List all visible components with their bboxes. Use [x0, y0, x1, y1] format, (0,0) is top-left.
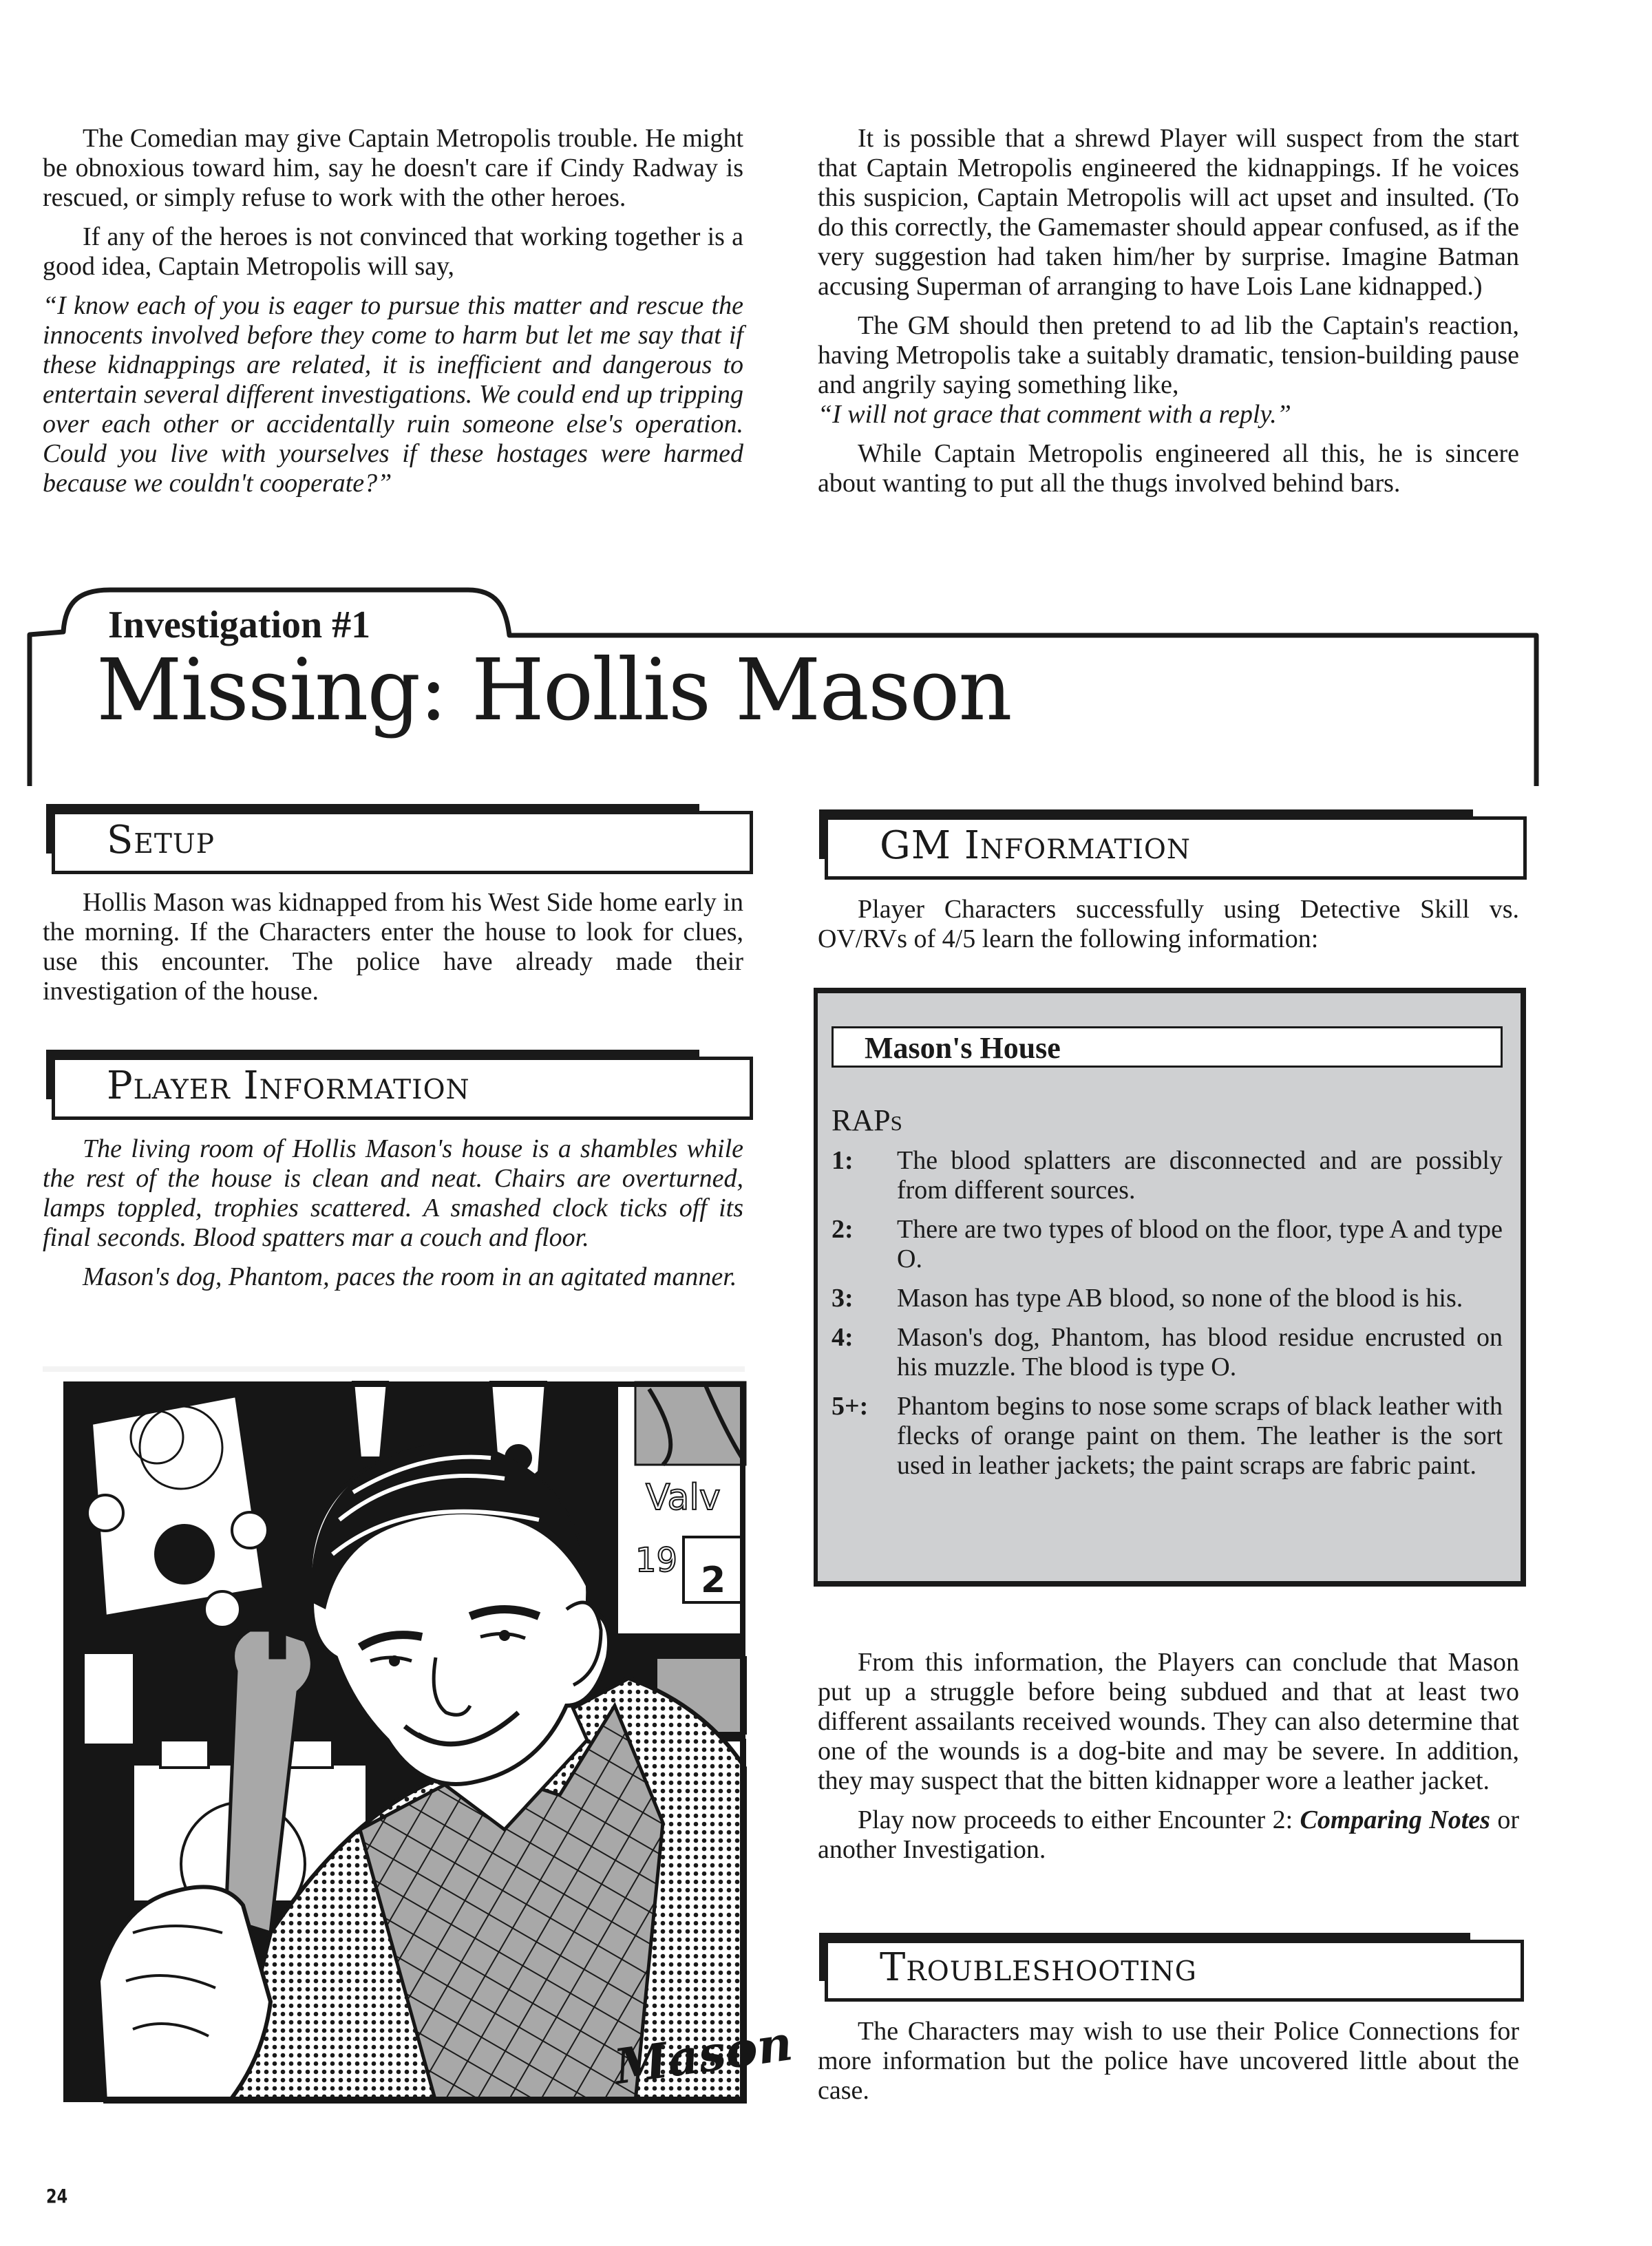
gm-conclusion-section: [818, 1648, 1519, 1874]
artist-signature: Mason: [611, 2014, 796, 2096]
rap-text: There are two types of blood on the floor, type A and type O.: [897, 1215, 1503, 1273]
raps-box: [814, 988, 1526, 1587]
intro-paragraph: If any of the heroes is not convinced that working together is a good idea, Captain Metropolis will say,: [43, 222, 743, 281]
troubleshooting-section: [818, 2017, 1519, 2115]
troubleshooting-text: The Characters may wish to use their Police Connections for more information but the police have uncovered little about the case.: [818, 2017, 1519, 2105]
player-info-paragraph: The living room of Hollis Mason's house is a shambles while the rest of the house is clean and neat. Chairs are overturned, lamps toppled, trophies scattered. A smashed clock ticks off its final seconds. Blood spatters mar a couch and floor.: [43, 1134, 743, 1252]
raps-heading: RAPs: [832, 1103, 902, 1137]
next-step: [818, 1805, 1519, 1865]
raps-list: [832, 1146, 1503, 1490]
location-box: [832, 1026, 1503, 1068]
gm-info-heading-box: [825, 816, 1527, 880]
rap-item: [832, 1323, 1503, 1382]
setup-text: Hollis Mason was kidnapped from his West Side home early in the morning. If the Characters enter the house to look for clues, use this encounter. The police have already made their investigation of the house.: [43, 888, 743, 1006]
print-bleed: [43, 1366, 745, 1372]
poster-text: Valv: [646, 1477, 721, 1518]
rap-text: Mason has type AB blood, so none of the blood is his.: [897, 1284, 1463, 1313]
rap-number: 1:: [832, 1146, 854, 1175]
intro-left-column: [43, 124, 743, 508]
gm-info-intro: Player Characters successfully using Detective Skill vs. OV/RVs of 4/5 learn the following information:: [818, 895, 1519, 953]
troubleshooting-heading: Troubleshooting: [880, 1945, 1197, 1990]
rap-text: Phantom begins to nose some scraps of black leather with flecks of orange paint on them. The leather is the sort used in leather jackets; the paint scraps are fabric paint.: [897, 1392, 1503, 1480]
intro-paragraph: The Comedian may give Captain Metropolis trouble. He might be obnoxious toward him, say he doesn't care if Cindy Radway is rescued, or simply refuse to work with the other heroes.: [43, 124, 743, 212]
calendar-year: 19: [635, 1541, 678, 1580]
player-info-heading: Player Information: [107, 1063, 470, 1108]
setup-heading: Setup: [107, 818, 215, 862]
player-info-section: [43, 1134, 743, 1302]
rap-text: Mason's dog, Phantom, has blood residue encrusted on his muzzle. The blood is type O.: [897, 1323, 1503, 1381]
reply-quote: “I will not grace that comment with a reply.”: [818, 400, 1291, 429]
intro-right-column: [818, 124, 1519, 508]
gm-info-intro-section: [818, 895, 1519, 964]
calendar-day: 2: [701, 1560, 726, 1601]
player-info-paragraph: Mason's dog, Phantom, paces the room in an agitated manner.: [83, 1262, 737, 1291]
intro-paragraph: It is possible that a shrewd Player will suspect from the start that Captain Metropolis engineered the kidnappings. If he voices this suspicion, Captain Metropolis will act upset and insulted. (To do this correctly, the Gamemaster should appear confused, as if the very suggestion had taken him/her by surprise. Imagine Batman accusing Superman of arranging to have Lois Lane kidnapped.): [818, 124, 1519, 301]
player-info-heading-box: [52, 1057, 753, 1120]
next-step-suffix: or another Investigation.: [818, 1805, 1519, 1864]
next-step-prefix: Play now proceeds to either Encounter 2:: [858, 1805, 1300, 1834]
page-title: Missing: Hollis Mason: [96, 641, 1011, 740]
intro-paragraph: While Captain Metropolis engineered all this, he is sincere about wanting to put all the thugs involved behind bars.: [818, 439, 1519, 498]
encounter-link: Comparing Notes: [1300, 1805, 1490, 1834]
investigation-label: Investigation #1: [108, 604, 371, 646]
rap-item: [832, 1392, 1503, 1481]
rap-item: [832, 1146, 1503, 1205]
location-title: Mason's House: [865, 1031, 1061, 1065]
hollis-mason-illustration: [64, 1382, 796, 2101]
rap-number: 4:: [832, 1323, 854, 1352]
page-number: 24: [46, 2185, 68, 2207]
rap-number: 2:: [832, 1215, 854, 1244]
rap-text: The blood splatters are disconnected and are possibly from different sources.: [897, 1146, 1503, 1205]
gm-info-heading: GM Information: [880, 823, 1191, 868]
rap-number: 3:: [832, 1284, 854, 1313]
rap-item: [832, 1215, 1503, 1274]
wall-calendar: [618, 1382, 749, 1633]
setup-heading-box: [52, 811, 753, 874]
gm-conclusion: From this information, the Players can conclude that Mason put up a struggle before being subdued and that at least two different assailants received wounds. They can also determine that one of the wounds is a dog-bite and may be severe. In addition, they may suspect that the bitten kidnapper wore a leather jacket.: [818, 1648, 1519, 1795]
wall-note: [85, 1654, 133, 1744]
rap-number: 5+:: [832, 1392, 869, 1421]
setup-section: [43, 888, 743, 1016]
intro-paragraph: The GM should then pretend to ad lib the Captain's reaction, having Metropolis take a suitably dramatic, tension-building pause and angrily saying something like,: [818, 311, 1519, 399]
troubleshooting-heading-box: [825, 1940, 1524, 2002]
rap-item: [832, 1284, 1503, 1313]
metropolis-quote: “I know each of you is eager to pursue this matter and rescue the innocents involved before they come to harm but let me say that if these kidnappings are related, it is inefficient and dangerous to entertain several different investigations. We could end up tripping over each other or accidentally ruin someone else's operation. Could you live with yourselves if these hostages were harmed because we couldn't cooperate?”: [43, 291, 743, 498]
